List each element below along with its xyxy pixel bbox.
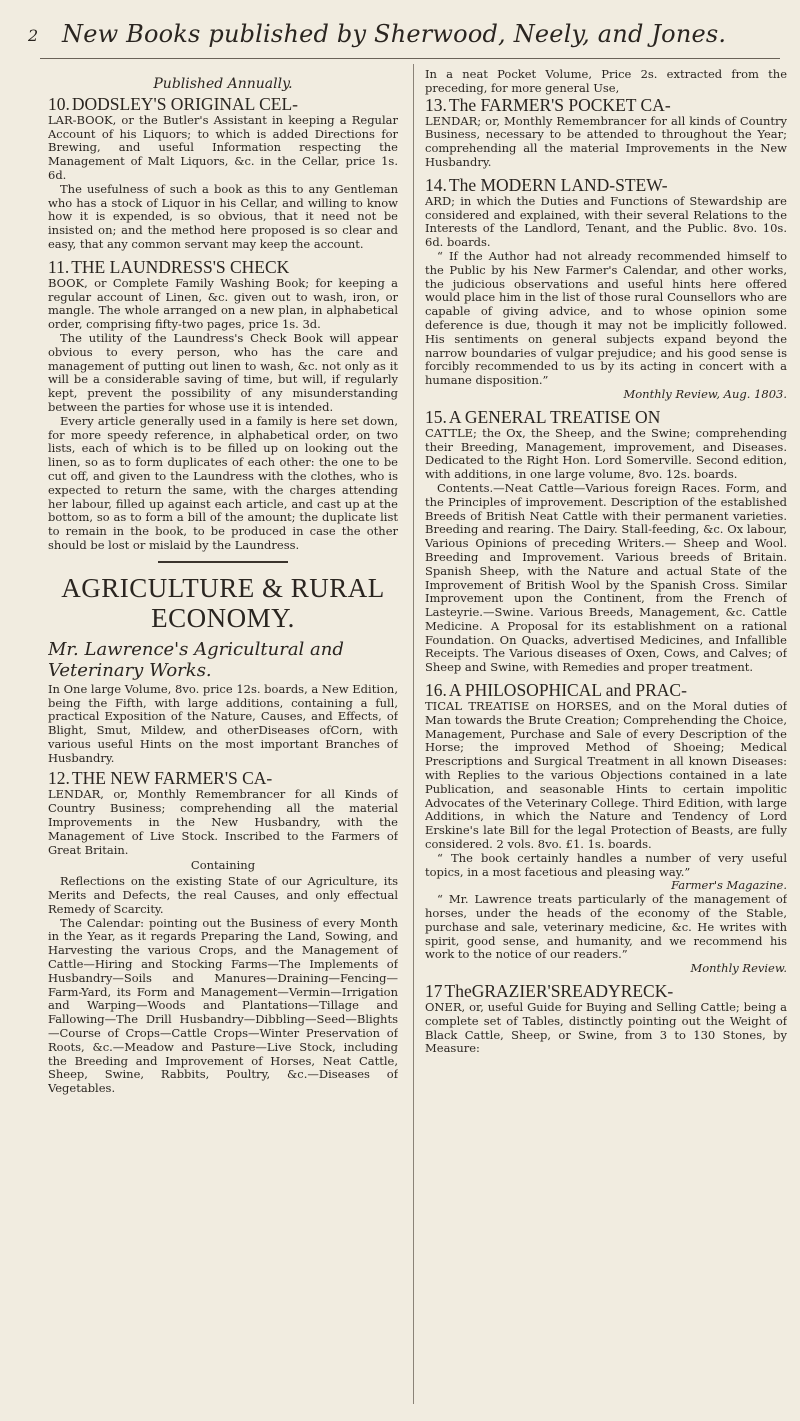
quote-source: Farmer's Magazine. (671, 878, 787, 893)
listing-title: The MODERN LAND-STEW- (448, 174, 668, 195)
listing-12 (48, 769, 398, 1096)
listing-paragraph: The utility of the Laundress's Check Book will appear obvious to every person, who has the care and management of putting out linen to wash, &c. not only as it will be a considerable saving of time, but will, if regularly kept, prevent the possibility of any misunderstanding between the parties for whose use it is intended. (48, 330, 398, 414)
listing-paragraph: Reflections on the existing State of our Agriculture, its Merits and Defects, the real Causes, and only effectual Remedy of Scarcity. (48, 874, 398, 916)
listing-13 (425, 96, 787, 170)
listing-title: A PHILOSOPHICAL and PRAC- (448, 680, 687, 701)
listing-11 (48, 258, 398, 553)
listing-paragraph: The usefulness of such a book as this to any Gentleman who has a stock of Liquor in his Cellar, and willing to know how it is expended, is so obvious, that it need not be insisted on; and the method here proposed is so clear and easy, that any common servant may keep the account. (48, 181, 398, 251)
listing-title: DODSLEY'S ORIGINAL CEL- (71, 93, 298, 114)
containing-label: Containing (190, 858, 256, 873)
listing-15 (425, 408, 787, 675)
section-title: AGRICULTURE & RURAL ECONOMY. (61, 572, 385, 633)
pocket-volume-intro: In a neat Pocket Volume, Price 2s. extracted from the preceding, for more general Use, (425, 68, 787, 95)
listing-contents: Contents.—Neat Cattle—Various foreign Races. Form, and the Principles of improvement. Description of the established Breeds of British Neat Cattle with their permanent varieties. Breeding and rearing. The Dairy. Stall-feeding, &c. Ox labour, Various Opinions of preceding Writers.— Sheep and Wool. Breeding and Improvement. Various breeds of Britain. Spanish Sheep, with the Nature and actual State of the Improvement of British Wool by the Spanish Cross. Similar Improvement upon the Continent, from the French of Lasteyrie.—Swine. Various Breeds, Management, &c. Cattle Medicine. A Proposal for its establishment on a rational Foundation. On Quacks, advertised Medicines, and Infallible Receipts. The Various diseases of Oxen, Cows, and Calves; of Sheep and Swine, with Remedies and proper treatment. (425, 480, 787, 675)
listing-heading (48, 769, 398, 788)
quote-source: Monthly Review. (690, 961, 787, 976)
listing-number: 16. (425, 680, 447, 701)
page-number: 2 (28, 26, 39, 45)
listing-17 (425, 982, 787, 1056)
listing-title: THE LAUNDRESS'S CHECK (71, 256, 290, 277)
listing-paragraph: Every article generally used in a family is here set down, for more speedy reference, in alphabetical order, on two lists, each of which is to be filled up on looking out the linen, so as to form duplicates of each other: the one to be cut off, and given to the Laundress with the clothes, who is expected to return the same, with the charges attending her labour, filled up against each article, and cast up at the bottom, so as to form a bill of the amount; the duplicate list to remain in the book, to be produced in case the other should be lost or mislaid by the Laundress. (48, 413, 398, 552)
listing-description: BOOK, or Complete Family Washing Book; for keeping a regular account of Linen, &c. given out to wash, iron, or mangle. The whole arranged on a new plan, in alphabetical order, comprising fifty-two pages, price 1s. 3d. (48, 275, 398, 332)
listing-description: TICAL TREATISE on HORSES, and on the Moral duties of Man towards the Brute Creation; Comprehending the Choice, Management, Purchase and Sale of every Description of the Horse; the improved Method of Shoeing; Medical Prescriptions and Surgical Treatment in all known Diseases: with Replies to the various Objections contained in a late Publication, and seasonable Hints to certain impolitic Advocates of the Veterinary College. Third Edition, with large Additions, in which the Nature and Tendency of Lord Erskine's late Bill for the legal Protection of Beasts, are fully considered. 2 vols. 8vo. £1. 1s. boards. (425, 699, 787, 852)
review-quote: “ Mr. Lawrence treats particularly of the management of horses, under the heads of the economy of the Stable, purchase and sale, veterinary medicine, &c. He writes with spirit, good sense, and humanity, and we recommend his work to the notice of our readers.” (425, 892, 787, 962)
listing-10 (48, 95, 398, 252)
page-header-title: New Books published by Sherwood, Neely, and Jones. (62, 20, 727, 48)
column-divider (413, 64, 414, 1404)
listing-number: 15. (425, 406, 447, 427)
listing-number: 13. (425, 94, 447, 115)
right-column (425, 68, 787, 1062)
listing-description: LENDAR, or, Monthly Remembrancer for all Kinds of Country Business; comprehending all the material Improvements in the New Husbandry, with the Management of Live Stock. Inscribed to the Farmers of Great Britain. (48, 787, 398, 857)
listing-title: TheGRAZIER'SREADYRECK- (444, 981, 674, 1002)
listing-title: A GENERAL TREATISE ON (448, 406, 661, 427)
listing-heading (425, 982, 787, 1001)
listing-number: 12. (48, 768, 70, 789)
left-column (48, 68, 398, 1102)
listing-heading (425, 176, 787, 195)
section-intro: In One large Volume, 8vo. price 12s. boards, a New Edition, being the Fifth, with large additions, containing a full, practical Exposition of the Nature, Causes, and Effects, of Blight, Smut, Mildew, and otherDiseases ofCorn, with various useful Hints on the most important Branches of Husbandry. (48, 681, 398, 765)
listing-description: ARD; in which the Duties and Functions of Stewardship are considered and explained, with their several Relations to the Interests of the Landlord, Tenant, and the Public. 8vo. 10s. 6d. boards. (425, 193, 787, 250)
listing-description: LENDAR; or, Monthly Remembrancer for all kinds of Country Business, necessary to be attended to throughout the Year; comprehending all the material Improvements in the New Husbandry. (425, 113, 787, 169)
listing-heading (48, 258, 398, 277)
header-rule (40, 58, 780, 59)
review-quote: “ The book certainly handles a number of very useful topics, in a most facetious and pleasing way.” (425, 850, 787, 879)
running-head (0, 0, 800, 58)
listing-heading (48, 95, 398, 114)
listing-16 (425, 681, 787, 976)
listing-description: CATTLE; the Ox, the Sheep, and the Swine; comprehending their Breeding, Management, improvement, and Diseases. Dedicated to the Right Hon. Lord Somerville. Second edition, with additions, in one large volume, 8vo. 12s. boards. (425, 425, 787, 482)
published-annually-note: Published Annually. (153, 76, 293, 92)
listing-heading (425, 408, 787, 427)
review-quote: “ If the Author had not already recommended himself to the Public by his New Farmer's Calendar, and other works, the judicious observations and useful hints here offered would place him in the list of those rural Counsellors who are capable of giving advice, and to whose opinion some deference is due, though it may not be implicitly followed. His sentiments on general subjects expand beyond the narrow boundaries of vulgar prejudice; and his good sense is forcibly recommended to us by its acting in concert with a humane disposition.” (425, 248, 787, 388)
listing-14 (425, 176, 787, 402)
section-subtitle: Mr. Lawrence's Agricultural and Veterinary Works. (48, 638, 344, 681)
quote-source: Monthly Review, Aug. 1803. (623, 386, 787, 401)
listing-title: The FARMER'S POCKET CA- (448, 94, 671, 115)
listing-heading (425, 96, 787, 115)
listing-number: 14. (425, 174, 447, 195)
listing-number: 17 (425, 981, 443, 1002)
listing-title: THE NEW FARMER'S CA- (71, 768, 273, 789)
listing-description: LAR-BOOK, or the Butler's Assistant in keeping a Regular Account of his Liquors; to which is added Directions for Brewing, and useful Information respecting the Management of Malt Liquors, &c. in the Cellar, price 1s. 6d. (48, 112, 398, 182)
listing-number: 11. (48, 256, 70, 277)
listing-paragraph: The Calendar: pointing out the Business of every Month in the Year, as it regards Preparing the Land, Sowing, and Harvesting the various Crops, and the Management of Cattle—Hiring and Stocking Farms—The Implements of Husbandry—Soils and Manures—Draining—Fencing—Farm-Yard, its Form and Management—Vermin—Irrigation and Warping—Woods and Plantations—Tillage and Fallowing—The Drill Husbandry—Dibbling—Seed—Blights—Course of Crops—Cattle Crops—Winter Preservation of Roots, &c.—Meadow and Pasture—Live Stock, including the Breeding and Improvement of Horses, Neat Cattle, Sheep, Swine, Rabbits, Poultry, &c.—Diseases of Vegetables. (48, 915, 398, 1096)
section-divider (158, 561, 288, 563)
listing-description: ONER, or, useful Guide for Buying and Selling Cattle; being a complete set of Tables, distinctly pointing out the Weight of Black Cattle, Sheep, or Swine, from 3 to 130 Stones, by Measure: (425, 1000, 787, 1056)
listing-heading (425, 681, 787, 700)
listing-number: 10. (48, 93, 70, 114)
